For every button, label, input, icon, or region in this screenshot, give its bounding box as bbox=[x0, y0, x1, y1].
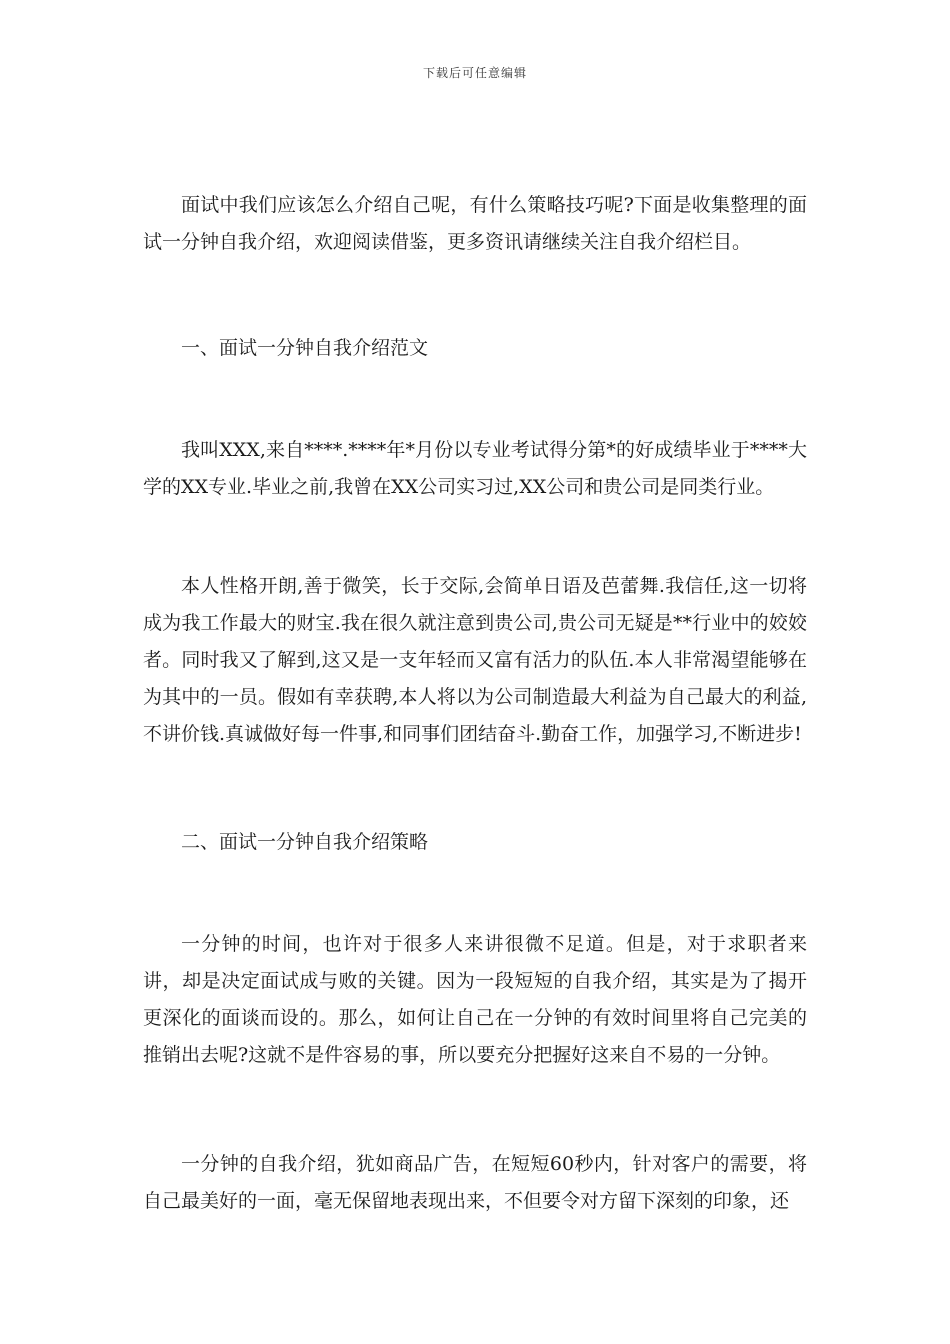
section-1-heading: 一、面试一分钟自我介绍范文 bbox=[181, 337, 429, 359]
intro-paragraph: 面试中我们应该怎么介绍自己呢，有什么策略技巧呢?下面是收集整理的面试一分钟自我介绍，欢迎阅读借鉴，更多资讯请继续关注自我介绍栏目。 bbox=[143, 194, 807, 253]
sample-paragraph-1: 我叫XXX,来自****.****年*月份以专业考试得分第*的好成绩毕业于****大学的XX专业.毕业之前,我曾在XX公司实习过,XX公司和贵公司是同类行业。 bbox=[143, 439, 807, 498]
strategy-paragraph-1: 一分钟的时间，也许对于很多人来讲很微不足道。但是，对于求职者来讲，却是决定面试成与败的关键。因为一段短短的自我介绍，其实是为了揭开更深化的面谈而设的。那么，如何让自己在一分钟的有效时间里将自己完美的推销出去呢?这就不是件容易的事，所以要充分把握好这来自不易的一分钟。 bbox=[143, 933, 807, 1066]
header-note: 下载后可任意编辑 bbox=[422, 66, 527, 80]
sample-paragraph-2: 本人性格开朗,善于微笑，长于交际,会简单日语及芭蕾舞.我信任,这一切将成为我工作最大的财宝.我在很久就注意到贵公司,贵公司无疑是**行业中的姣姣者。同时我又了解到,这又是一支年轻而又富有活力的队伍.本人非常渴望能够在为其中的一员。假如有幸获聘,本人将以为公司制造最大利益为自己最大的利益,不讲价钱.真诚做好每一件事,和同事们团结奋斗.勤奋工作，加强学习,不断进步! bbox=[143, 575, 807, 745]
section-2-heading: 二、面试一分钟自我介绍策略 bbox=[181, 831, 429, 853]
strategy-paragraph-2: 一分钟的自我介绍，犹如商品广告，在短短60秒内，针对客户的需要，将自己最美好的一面，毫无保留地表现出来，不但要令对方留下深刻的印象，还 bbox=[143, 1153, 807, 1212]
